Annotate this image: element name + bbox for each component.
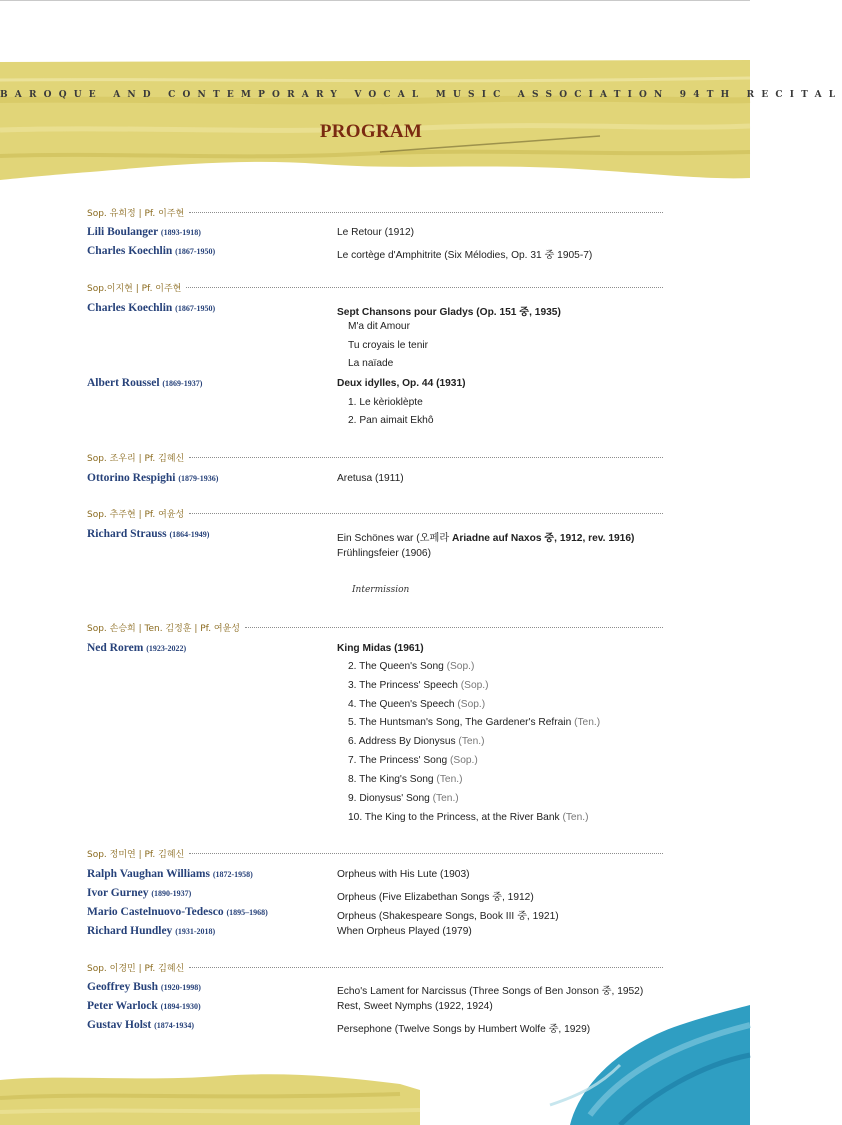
performer-line	[87, 280, 663, 294]
composer: Mario Castelnuovo-Tedesco (1895–1968)	[87, 906, 268, 918]
movement: 7. The Princess' Song (Sop.)	[348, 755, 478, 766]
movement: 2. The Queen's Song (Sop.)	[348, 661, 475, 672]
movement: 8. The King's Song (Ten.)	[348, 774, 463, 785]
work-title: King Midas (1961)	[337, 643, 424, 654]
work-title: Echo's Lament for Narcissus (Three Songs of Ben Jonson 중, 1952)	[337, 986, 644, 997]
top-border-line	[0, 0, 750, 1]
work-title: Persephone (Twelve Songs by Humbert Wolfe 중, 1929)	[337, 1024, 591, 1035]
work-title: Le Retour (1912)	[337, 227, 415, 238]
performer-line	[87, 620, 663, 634]
work-title: Orpheus (Five Elizabethan Songs 중, 1912)	[337, 892, 534, 903]
movement: M'a dit Amour	[348, 321, 410, 332]
work-title: Sept Chansons pour Gladys (Op. 151 중, 1935)	[337, 307, 561, 318]
dotted-leader	[245, 627, 663, 628]
work-title: Frühlingsfeier (1906)	[337, 548, 431, 559]
movement: 10. The King to the Princess, at the River Bank (Ten.)	[348, 812, 589, 823]
dotted-leader	[189, 513, 663, 514]
performer-label: Sop. 조우리 | Pf. 김혜신	[87, 453, 185, 464]
composer: Richard Strauss (1864-1949)	[87, 528, 210, 540]
composer: Richard Hundley (1931-2018)	[87, 925, 216, 937]
composer: Ivor Gurney (1890-1937)	[87, 887, 192, 899]
performer-label: Sop. 이경민 | Pf. 김혜신	[87, 963, 185, 974]
movement: 1. Le kèrioklèpte	[348, 397, 423, 408]
composer: Charles Koechlin (1867-1950)	[87, 302, 216, 314]
composer: Ottorino Respighi (1879-1936)	[87, 472, 219, 484]
performer-line	[87, 205, 663, 219]
composer: Peter Warlock (1894-1930)	[87, 1000, 201, 1012]
composer: Geoffrey Bush (1920-1998)	[87, 981, 201, 993]
work-title: Orpheus with His Lute (1903)	[337, 869, 470, 880]
movement: 5. The Huntsman's Song, The Gardener's Refrain (Ten.)	[348, 717, 601, 728]
performer-label: Sop. 추주현 | Pf. 여윤성	[87, 509, 185, 520]
movement: 2. Pan aimait Ekhô	[348, 415, 434, 426]
work-title: Orpheus (Shakespeare Songs, Book III 중, 1921)	[337, 911, 559, 922]
work-title: Ein Schönes war (오페라 Ariadne auf Naxos 중, 1912, rev. 1916)	[337, 533, 635, 544]
dotted-leader	[186, 287, 663, 288]
dotted-leader	[189, 967, 663, 968]
movement: 4. The Queen's Speech (Sop.)	[348, 699, 486, 710]
work-title: Rest, Sweet Nymphs (1922, 1924)	[337, 1001, 493, 1012]
intermission-label: Intermission	[352, 585, 410, 595]
dotted-leader	[189, 853, 663, 854]
gold-brush-bottom	[0, 1060, 420, 1125]
dotted-leader	[189, 457, 663, 458]
composer: Albert Roussel (1869-1937)	[87, 377, 203, 389]
work-title: Aretusa (1911)	[337, 473, 404, 484]
movement: 3. The Princess' Speech (Sop.)	[348, 680, 489, 691]
performer-label: Sop. 손승희 | Ten. 김정훈 | Pf. 여윤성	[87, 623, 241, 634]
work-title: Deux idylles, Op. 44 (1931)	[337, 378, 466, 389]
performer-label: Sop. 정미연 | Pf. 김혜신	[87, 849, 185, 860]
movement: Tu croyais le tenir	[348, 340, 429, 351]
movement: 6. Address By Dionysus (Ten.)	[348, 736, 485, 747]
performer-line	[87, 506, 663, 520]
work-title: Le cortège d'Amphitrite (Six Mélodies, Op. 31 중 1905-7)	[337, 250, 593, 261]
performer-line	[87, 450, 663, 464]
performer-line	[87, 846, 663, 860]
movement: La naïade	[348, 358, 394, 369]
performer-label: Sop. 유희정 | Pf. 이주현	[87, 208, 185, 219]
work-title: When Orpheus Played (1979)	[337, 926, 472, 937]
association-title: BAROQUE AND CONTEMPORARY VOCAL MUSIC ASSOCIATION 94TH RECITAL	[0, 90, 842, 100]
composer: Ralph Vaughan Williams (1872-1958)	[87, 868, 253, 880]
composer: Charles Koechlin (1867-1950)	[87, 245, 216, 257]
program-title: PROGRAM	[319, 121, 423, 142]
performer-label: Sop.이지현 | Pf. 이주현	[87, 283, 182, 294]
composer: Gustav Holst (1874-1934)	[87, 1019, 195, 1031]
composer: Ned Rorem (1923-2022)	[87, 642, 187, 654]
dotted-leader	[189, 212, 663, 213]
movement: 9. Dionysus' Song (Ten.)	[348, 793, 459, 804]
composer: Lili Boulanger (1893-1918)	[87, 226, 201, 238]
performer-line	[87, 960, 663, 974]
